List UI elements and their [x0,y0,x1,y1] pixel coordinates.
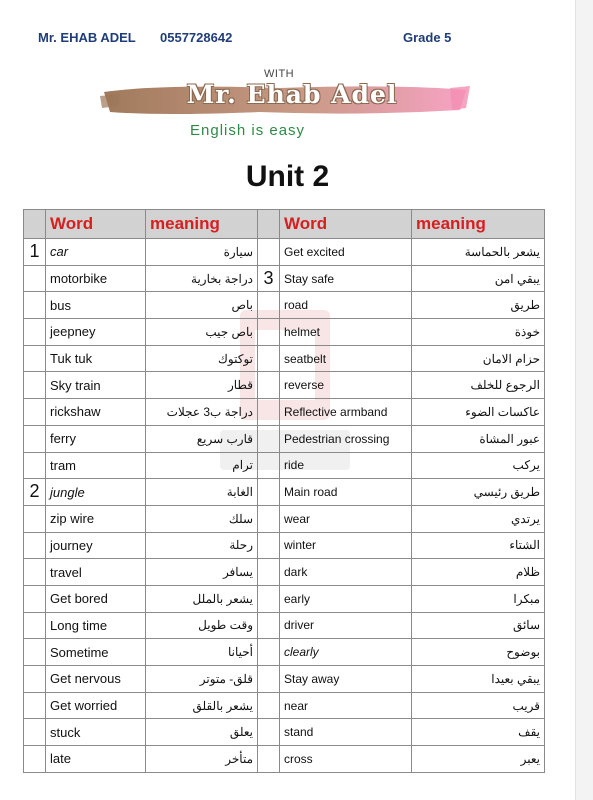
meaning-left: سلك [146,505,258,532]
word-right: near [280,692,412,719]
logo-tagline: English is easy [190,122,306,139]
section-number-left [24,719,46,746]
meaning-left: رحلة [146,532,258,559]
section-number-left [24,532,46,559]
meaning-left: الغابة [146,479,258,506]
meaning-right: حزام الامان [412,345,545,372]
grade-label: Grade 5 [403,30,452,45]
section-number-right [258,559,280,586]
word-left: motorbike [46,265,146,292]
word-left: Tuk tuk [46,345,146,372]
header-num-cell [24,210,46,239]
section-number-right [258,239,280,266]
section-number-right [258,719,280,746]
table-row [24,585,545,612]
section-number-right [258,479,280,506]
section-number-left [24,399,46,426]
section-number-right: 3 [258,265,280,292]
meaning-left: سيارة [146,239,258,266]
meaning-left: وقت طويل [146,612,258,639]
word-left: ferry [46,425,146,452]
meaning-right: عاكسات الضوء [412,399,545,426]
table-row [24,612,545,639]
document-header [38,30,558,48]
meaning-left: يسافر [146,559,258,586]
section-number-right [258,452,280,479]
word-right: Get excited [280,239,412,266]
table-row [24,319,545,346]
word-right: road [280,292,412,319]
meaning-left: دراجة بخارية [146,265,258,292]
section-number-left [24,345,46,372]
word-left: Get worried [46,692,146,719]
meaning-right: سائق [412,612,545,639]
table-row [24,292,545,319]
table-row [24,639,545,666]
meaning-left: ترام [146,452,258,479]
section-number-right [258,345,280,372]
phone-number: 0557728642 [160,30,233,45]
word-left: stuck [46,719,146,746]
table-row [24,452,545,479]
table-header-row [24,210,545,239]
meaning-right: مبكرا [412,585,545,612]
word-left: bus [46,292,146,319]
word-right: Pedestrian crossing [280,425,412,452]
word-right: dark [280,559,412,586]
meaning-right: ظلام [412,559,545,586]
section-number-right [258,612,280,639]
section-number-left [24,559,46,586]
page-edge [575,0,593,800]
meaning-left: يشعر بالملل [146,585,258,612]
meaning-right: خوذة [412,319,545,346]
table-row [24,399,545,426]
meaning-right: الشتاء [412,532,545,559]
table-row [24,746,545,773]
section-number-left [24,692,46,719]
teacher-name: Mr. EHAB ADEL [38,30,136,45]
word-right: helmet [280,319,412,346]
word-right: Main road [280,479,412,506]
table-row [24,532,545,559]
word-left: journey [46,532,146,559]
header-word-left: Word [46,210,146,239]
word-left: Sometime [46,639,146,666]
section-number-left: 1 [24,239,46,266]
word-left: jeepney [46,319,146,346]
word-right: Reflective armband [280,399,412,426]
meaning-left: توكتوك [146,345,258,372]
logo-brand-name: Mr. Ehab Adel [186,80,398,109]
table-row [24,425,545,452]
section-number-right [258,399,280,426]
word-left: tram [46,452,146,479]
meaning-right: يرتدي [412,505,545,532]
section-number-left [24,585,46,612]
table-row [24,345,545,372]
meaning-left: قطار [146,372,258,399]
section-number-right [258,639,280,666]
section-number-right [258,532,280,559]
section-number-left [24,746,46,773]
section-number-left [24,452,46,479]
word-right: winter [280,532,412,559]
word-right: cross [280,746,412,773]
table-row [24,265,545,292]
section-number-left [24,666,46,693]
meaning-right: بوضوح [412,639,545,666]
word-left: late [46,746,146,773]
unit-title: Unit 2 [245,160,330,193]
meaning-left: يعلق [146,719,258,746]
word-left: car [46,239,146,266]
section-number-left [24,372,46,399]
logo-with-text: WITH [264,68,295,80]
meaning-right: يبقي امن [412,265,545,292]
meaning-right: عبور المشاة [412,425,545,452]
meaning-right: يركب [412,452,545,479]
table-row [24,372,545,399]
word-right: stand [280,719,412,746]
section-number-right [258,666,280,693]
header-num-cell [258,210,280,239]
section-number-right [258,505,280,532]
section-number-right [258,585,280,612]
section-number-left [24,265,46,292]
section-number-left [24,639,46,666]
section-number-right [258,746,280,773]
word-right: Stay away [280,666,412,693]
word-left: Get bored [46,585,146,612]
header-word-right: Word [280,210,412,239]
meaning-left: دراجة ب3 عجلات [146,399,258,426]
vocabulary-table [23,209,545,773]
table-row [24,692,545,719]
word-right: driver [280,612,412,639]
section-number-right [258,425,280,452]
meaning-left: قارب سريع [146,425,258,452]
meaning-left: يشعر بالقلق [146,692,258,719]
section-number-left [24,505,46,532]
meaning-right: يعبر [412,746,545,773]
meaning-right: يشعر بالحماسة [412,239,545,266]
table-row [24,559,545,586]
brand-logo [92,60,482,150]
meaning-right: الرجوع للخلف [412,372,545,399]
word-left: Long time [46,612,146,639]
meaning-left: أحيانا [146,639,258,666]
meaning-right: يقف [412,719,545,746]
section-number-left: 2 [24,479,46,506]
word-left: Sky train [46,372,146,399]
section-number-left [24,319,46,346]
section-number-left [24,612,46,639]
table-row [24,479,545,506]
table-row [24,239,545,266]
section-number-right [258,292,280,319]
meaning-right: يبقي بعيدا [412,666,545,693]
header-meaning-right: meaning [412,210,545,239]
section-number-right [258,319,280,346]
meaning-right: قريب [412,692,545,719]
word-left: jungle [46,479,146,506]
meaning-left: متأخر [146,746,258,773]
meaning-left: باص جيب [146,319,258,346]
meaning-left: قلق- متوتر [146,666,258,693]
meaning-right: طريق [412,292,545,319]
word-right: clearly [280,639,412,666]
meaning-left: باص [146,292,258,319]
section-number-left [24,425,46,452]
table-row [24,505,545,532]
section-number-left [24,292,46,319]
word-left: rickshaw [46,399,146,426]
header-meaning-left: meaning [146,210,258,239]
word-left: travel [46,559,146,586]
word-right: early [280,585,412,612]
word-left: zip wire [46,505,146,532]
word-right: seatbelt [280,345,412,372]
word-right: reverse [280,372,412,399]
table-row [24,719,545,746]
word-right: Stay safe [280,265,412,292]
table-row [24,666,545,693]
word-left: Get nervous [46,666,146,693]
word-right: ride [280,452,412,479]
meaning-right: طريق رئيسي [412,479,545,506]
word-right: wear [280,505,412,532]
section-number-right [258,692,280,719]
section-number-right [258,372,280,399]
